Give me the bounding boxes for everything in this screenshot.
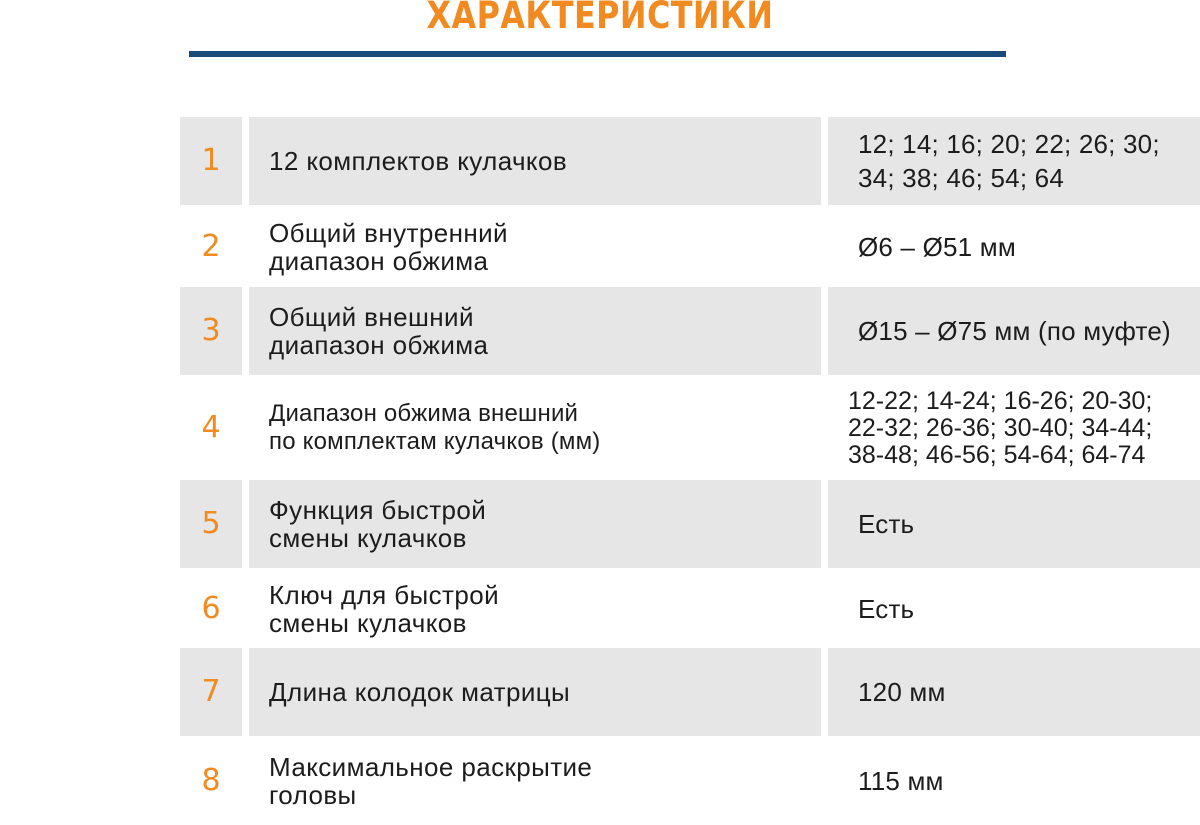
- spec-value-text: Есть: [858, 509, 915, 539]
- spec-value: [828, 380, 1200, 476]
- spec-name: [249, 648, 821, 736]
- spec-name: [249, 380, 821, 476]
- spec-value: [828, 565, 1200, 653]
- spec-name-text: Диапазон обжима внешний по комплектам кулачков (мм): [269, 400, 601, 455]
- spec-name-text: Ключ для быстрой смены кулачков: [269, 580, 499, 638]
- spec-name-text: Максимальное раскрытие головы: [269, 752, 593, 810]
- spec-name: [249, 117, 821, 205]
- spec-value-text: Есть: [858, 594, 915, 624]
- spec-name-text: Длина колодок матрицы: [269, 677, 571, 707]
- spec-name: [249, 203, 821, 291]
- row-number: 6: [201, 591, 221, 626]
- spec-value-text: 120 мм: [858, 677, 946, 707]
- spec-name: [249, 565, 821, 653]
- spec-name-text: Общий внутренний диапазон обжима: [269, 218, 508, 276]
- spec-value: [828, 287, 1200, 375]
- row-number: 5: [180, 480, 242, 568]
- spec-name: [249, 737, 821, 825]
- spec-value-text: 12-22; 14-24; 16-26; 20-30; 22-32; 26-36; 30-40; 34-44; 38-48; 46-56; 54-64; 64-74: [848, 386, 1153, 469]
- table-row: [180, 380, 1153, 476]
- table-row: [180, 203, 1020, 291]
- table-row: [180, 287, 1171, 375]
- spec-value: [828, 203, 1200, 291]
- spec-name-text: Общий внешний диапазон обжима: [269, 302, 489, 360]
- page-title: ХАРАКТЕРИСТИКИ: [426, 0, 774, 37]
- spec-value: [828, 648, 1200, 736]
- spec-value-text: Ø6 – Ø51 мм: [858, 232, 1016, 262]
- table-row: [180, 565, 1020, 653]
- table-row: [180, 737, 1020, 825]
- spec-name: [249, 287, 821, 375]
- spec-value: [828, 117, 1200, 205]
- table-row: [180, 480, 1020, 568]
- spec-value: [828, 737, 1200, 825]
- row-number: 4: [201, 410, 221, 445]
- row-number: 1: [180, 117, 242, 205]
- table-row: [180, 648, 1020, 736]
- row-number: 3: [180, 287, 242, 375]
- spec-value-text: 115 мм: [858, 766, 944, 796]
- spec-name-text: 12 комплектов кулачков: [269, 146, 568, 176]
- spec-value-text: 12; 14; 16; 20; 22; 26; 30; 34; 38; 46; 54; 64: [858, 129, 1160, 193]
- row-number: 7: [180, 648, 242, 736]
- spec-name: [249, 480, 821, 568]
- spec-value: [828, 480, 1200, 568]
- row-number: 8: [201, 763, 221, 798]
- spec-value-text: Ø15 – Ø75 мм (по муфте): [858, 316, 1171, 346]
- spec-name-text: Функция быстрой смены кулачков: [269, 495, 487, 553]
- row-number: 2: [201, 229, 221, 264]
- table-row: [180, 117, 1160, 205]
